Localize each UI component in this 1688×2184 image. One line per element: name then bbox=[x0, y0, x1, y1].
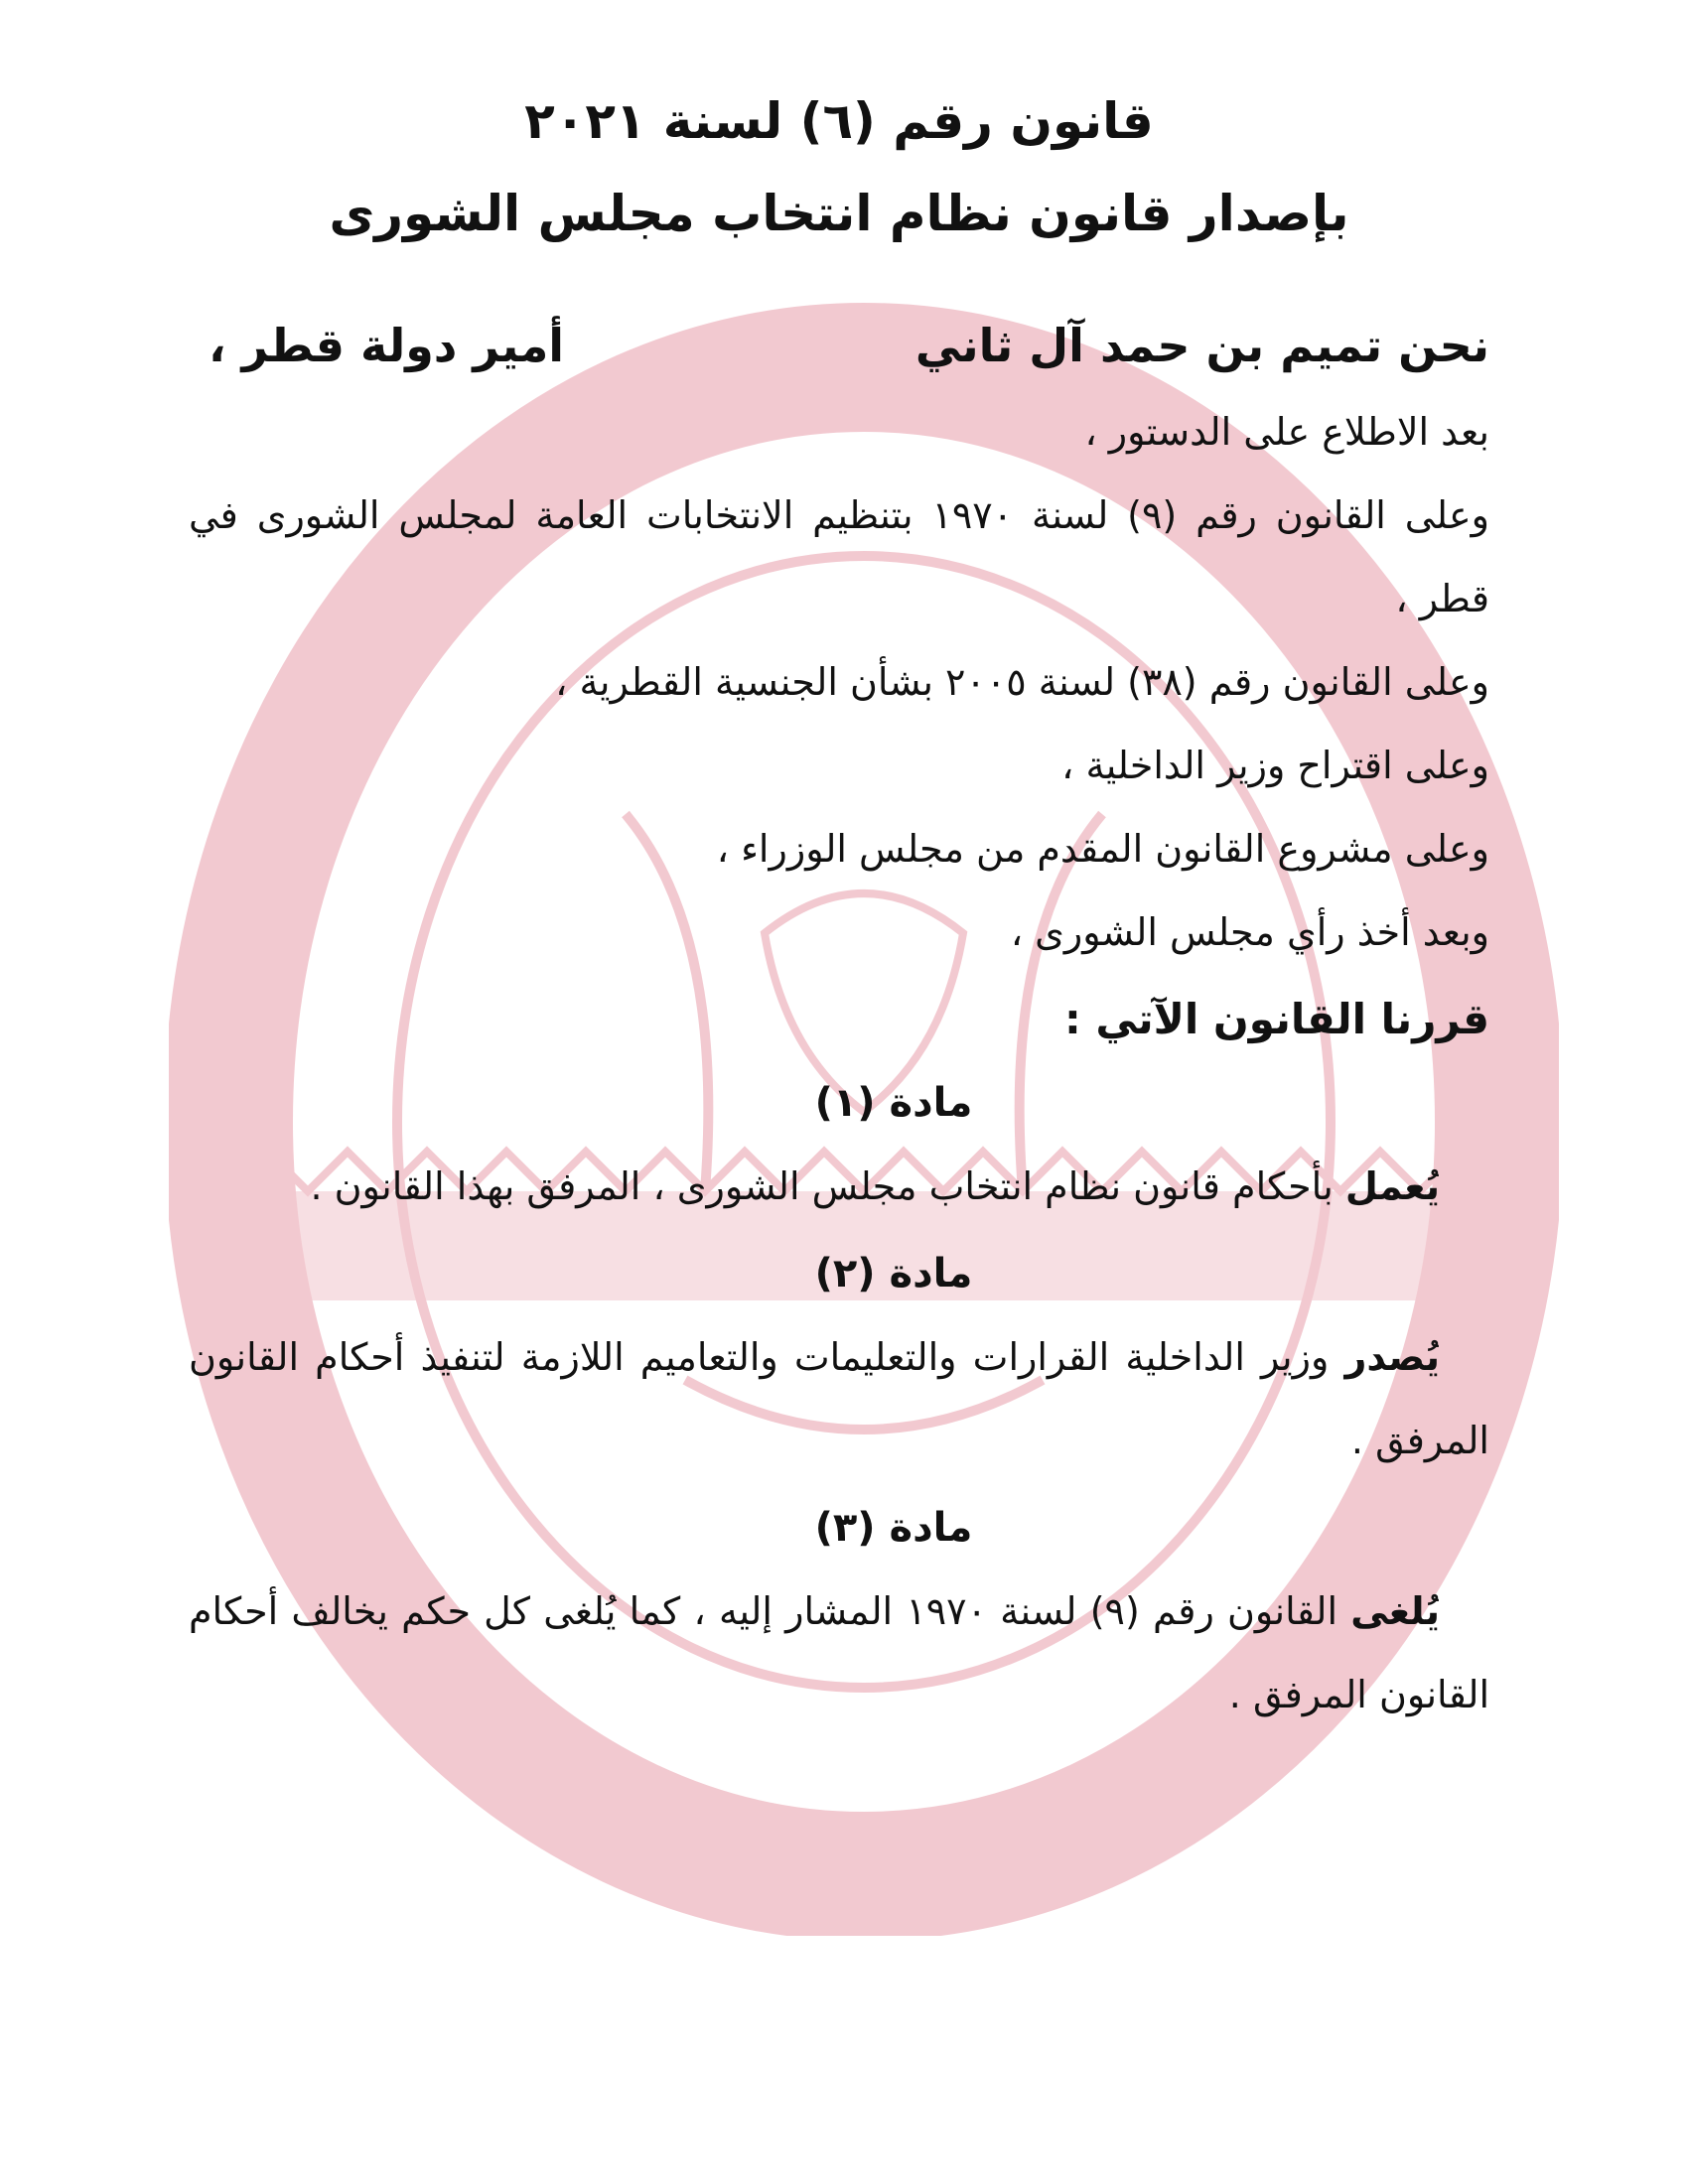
article-body-text: بأحكام قانون نظام انتخاب مجلس الشورى ، المرفق بهذا القانون . bbox=[310, 1164, 1334, 1208]
ruler-line bbox=[189, 319, 1489, 372]
ruler-title: أمير دولة قطر ، bbox=[209, 319, 565, 372]
article-lead-word: يُصدر bbox=[1344, 1335, 1440, 1379]
preamble-line: وبعد أخذ رأي مجلس الشورى ، bbox=[1010, 910, 1489, 954]
article-lead-word: يُعمل bbox=[1344, 1164, 1440, 1208]
preamble-line: وعلى القانون رقم (٩) لسنة ١٩٧٠ بتنظيم الانتخابات العامة لمجلس الشورى في قطر ، bbox=[189, 493, 1489, 620]
law-subtitle: بإصدار قانون نظام انتخاب مجلس الشورى bbox=[329, 185, 1349, 242]
article-lead-word: يُلغى bbox=[1350, 1589, 1440, 1633]
preamble bbox=[189, 390, 1489, 974]
article-text bbox=[189, 1570, 1489, 1736]
article-body-text: وزير الداخلية القرارات والتعليمات والتعاميم اللازمة لتنفيذ أحكام القانون المرفق . bbox=[189, 1335, 1489, 1462]
article-2 bbox=[189, 1232, 1489, 1482]
article-text bbox=[189, 1315, 1489, 1482]
article-text bbox=[189, 1145, 1489, 1228]
law-title: قانون رقم (٦) لسنة ٢٠٢١ bbox=[524, 92, 1154, 150]
article-body-text: القانون رقم (٩) لسنة ١٩٧٠ المشار إليه ، كما يُلغى كل حكم يخالف أحكام القانون المرفق . bbox=[189, 1589, 1489, 1716]
decree-statement: قررنا القانون الآتي : bbox=[1063, 995, 1489, 1043]
article-heading: مادة (٣) bbox=[814, 1505, 973, 1551]
article-1 bbox=[189, 1061, 1489, 1228]
preamble-line: وعلى اقتراح وزير الداخلية ، bbox=[1061, 744, 1489, 787]
article-heading: مادة (١) bbox=[814, 1080, 973, 1126]
article-heading: مادة (٢) bbox=[814, 1251, 973, 1297]
preamble-line: وعلى القانون رقم (٣٨) لسنة ٢٠٠٥ بشأن الجنسية القطرية ، bbox=[555, 660, 1489, 704]
law-document bbox=[189, 94, 1489, 1740]
preamble-line: بعد الاطلاع على الدستور ، bbox=[1084, 410, 1489, 454]
preamble-line: وعلى مشروع القانون المقدم من مجلس الوزراء ، bbox=[716, 827, 1489, 871]
ruler-name: نحن تميم بن حمد آل ثاني bbox=[914, 319, 1489, 372]
article-3 bbox=[189, 1486, 1489, 1736]
